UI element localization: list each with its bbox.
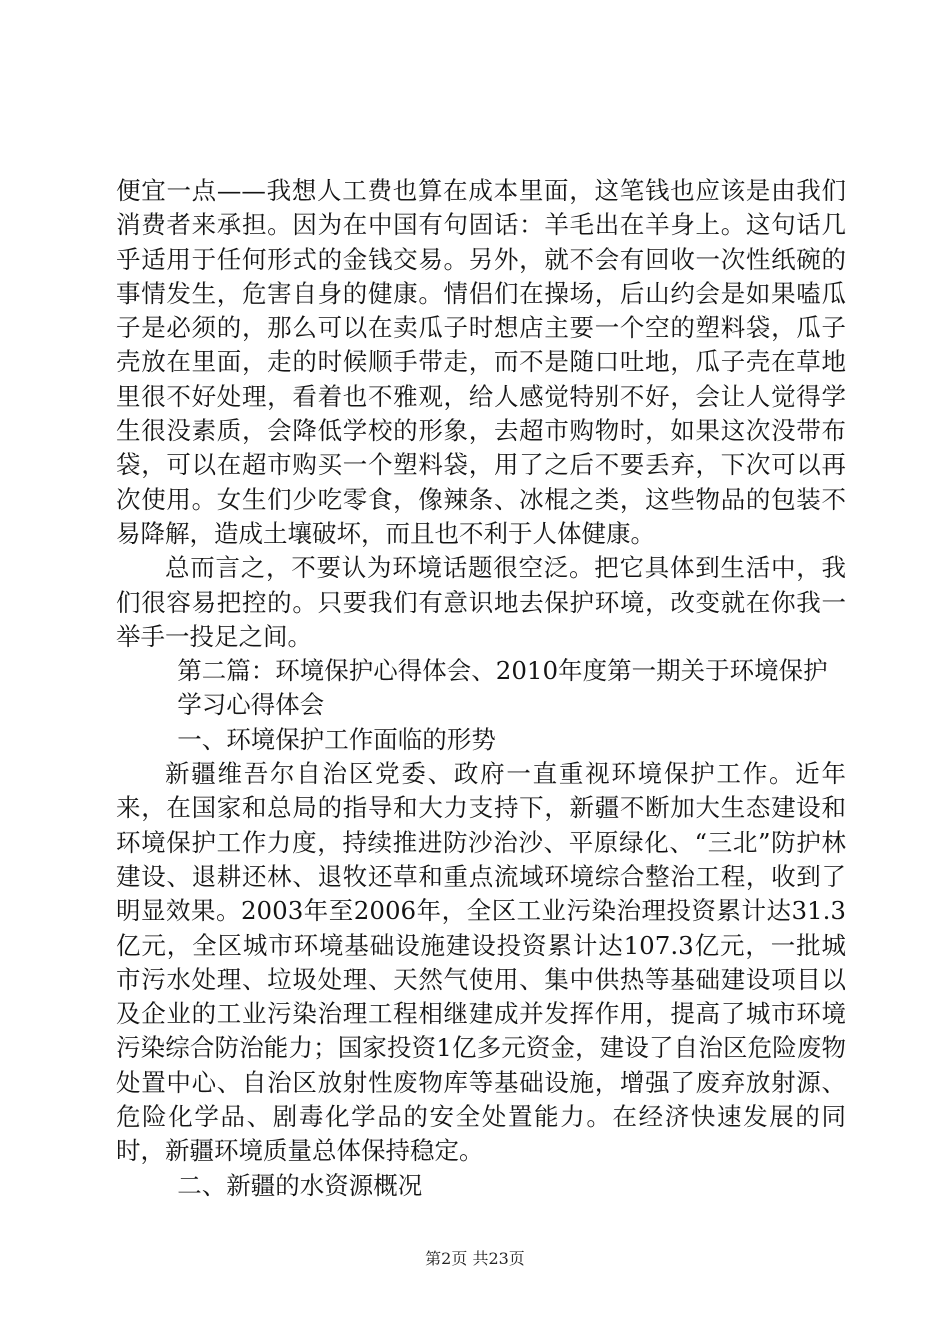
heading-water-resources: 二、新疆的水资源概况: [177, 1170, 423, 1200]
document-body: [116, 174, 846, 1203]
paragraph-conclusion: 总而言之，不要认为环境话题很空泛。把它具体到生活中，我们很容易把控的。只要我们有意识地去保护环境，改变就在你我一举手一投足之间。: [116, 553, 846, 651]
paragraph-xinjiang-environment: 新疆维吾尔自治区党委、政府一直重视环境保护工作。近年来，在国家和总局的指导和大力支持下，新疆不断加大生态建设和环境保护工作力度，持续推进防沙治沙、平原绿化、“三北”防护林建设、退耕还林、退牧还草和重点流域环境综合整治工程，收到了明显效果。2003年至2006年，全区工业污染治理投资累计达31.3亿元，全区城市环境基础设施建设投资累计达107.3亿元，一批城市污水处理、垃圾处理、天然气使用、集中供热等基础建设项目以及企业的工业污染治理工程相继建成并发挥作用，提高了城市环境污染综合防治能力；国家投资1亿多元资金，建设了自治区危险废物处置中心、自治区放射性废物库等基础设施，增强了废弃放射源、危险化学品、剧毒化学品的安全处置能力。在经济快速发展的同时，新疆环境质量总体保持稳定。: [116, 759, 846, 1166]
paragraph-continuation: 便宜一点——我想人工费也算在成本里面，这笔钱也应该是由我们消费者来承担。因为在中国有句固话：羊毛出在羊身上。这句话几乎适用于任何形式的金钱交易。另外，就不会有回收一次性纸碗的事情发生，危害自身的健康。情侣们在操场，后山约会是如果嗑瓜子是必须的，那么可以在卖瓜子时想店主要一个空的塑料袋，瓜子壳放在里面，走的时候顺手带走，而不是随口吐地，瓜子壳在草地里很不好处理，看着也不雅观，给人感觉特别不好，会让人觉得学生很没素质，会降低学校的形象，去超市购物时，如果这次没带布袋，可以在超市购买一个塑料袋，用了之后不要丢弃，下次可以再次使用。女生们少吃零食，像辣条、冰棍之类，这些物品的包装不易降解，造成土壤破坏，而且也不利于人体健康。: [116, 176, 846, 548]
section-subtitle: 学习心得体会: [177, 690, 325, 720]
heading-situation: 一、环境保护工作面临的形势: [177, 724, 496, 754]
page-number-footer: 第2页 共23页: [425, 1249, 525, 1268]
section-title: 第二篇：环境保护心得体会、2010年度第一期关于环境保护: [177, 656, 828, 686]
